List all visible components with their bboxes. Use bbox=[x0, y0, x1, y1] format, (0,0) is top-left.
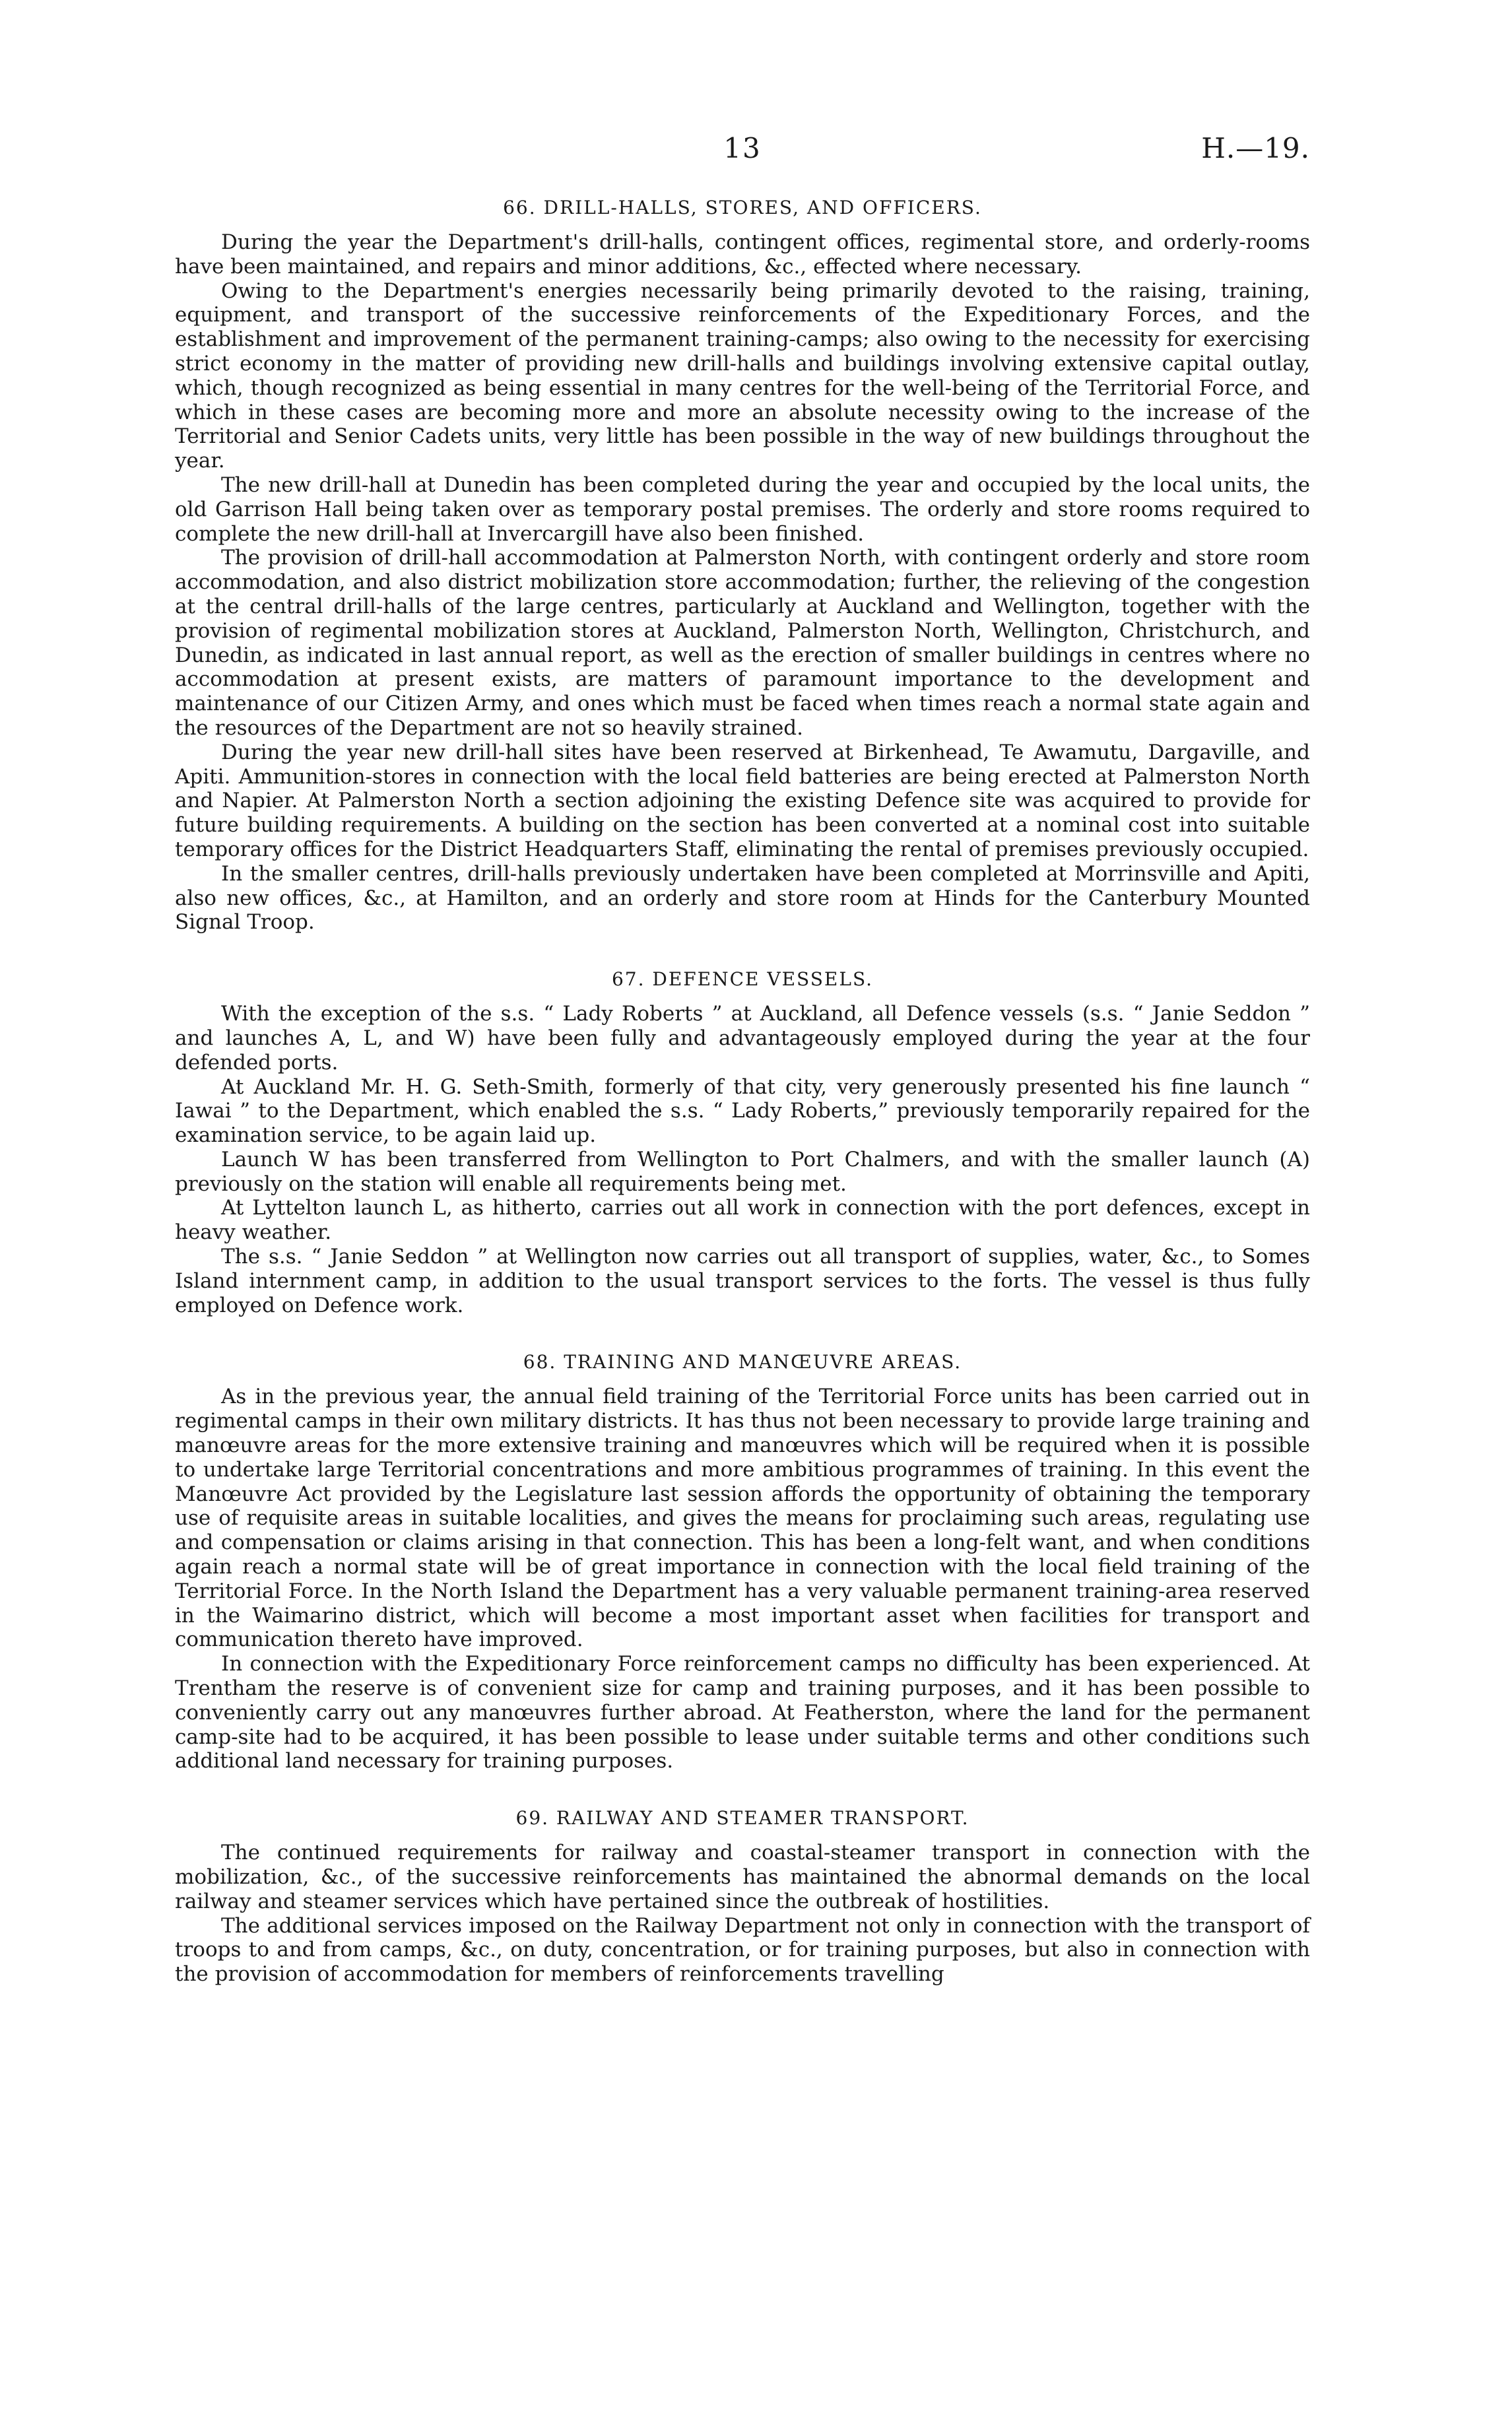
paragraph: At Lyttelton launch L, as hitherto, carries out all work in connection with the port defences, except in heavy weather. bbox=[175, 1196, 1310, 1245]
page-number: 13 bbox=[723, 132, 762, 164]
paragraph: The additional services imposed on the Railway Department not only in connection with the transport of troops to and from camps, &c., on duty, concentration, or for training purposes, but also in connection with the provision of accommodation for members of reinforcements travelling bbox=[175, 1913, 1310, 1987]
section-heading: 69. RAILWAY AND STEAMER TRANSPORT. bbox=[515, 1807, 970, 1830]
paragraph: In connection with the Expeditionary Force reinforcement camps no difficulty has been experienced. At Trentham the reserve is of convenient size for camp and training purposes, and it has been possible to conveniently carry out any manœuvres further abroad. At Featherston, where the land for the permanent camp-site had to be acquired, it has been possible to lease under suitable terms and other conditions such additional land necessary for training purposes. bbox=[175, 1652, 1310, 1773]
paragraph: The provision of drill-hall accommodation at Palmerston North, with contingent orderly and store room accommodation, and also district mobilization store accommodation; further, the relieving of the congestion at the central drill-halls of the large centres, particularly at Auckland and Wellington, together with the provision of regimental mobilization stores at Auckland, Palmerston North, Wellington, Christchurch, and Dunedin, as indicated in last annual report, as well as the erection of smaller buildings in centres where no accommodation at present exists, are matters of paramount importance to the development and maintenance of our Citizen Army, and ones which must be faced when times reach a normal state again and the resources of the Department are not so heavily strained. bbox=[175, 546, 1310, 740]
section-railway-transport bbox=[175, 1805, 1310, 1987]
paragraph: Launch W has been transferred from Wellington to Port Chalmers, and with the smaller launch (A) previously on the station will enable all requirements being met. bbox=[175, 1147, 1310, 1196]
paragraph: At Auckland Mr. H. G. Seth-Smith, formerly of that city, very generously presented his fine launch “ Iawai ” to the Department, which enabled the s.s. “ Lady Roberts,” previously temporarily repaired for the examination service, to be again laid up. bbox=[175, 1074, 1310, 1148]
document-reference: H.—19. bbox=[1201, 132, 1310, 164]
section-heading: 66. DRILL-HALLS, STORES, AND OFFICERS. bbox=[503, 197, 982, 218]
paragraph: With the exception of the s.s. “ Lady Roberts ” at Auckland, all Defence vessels (s.s. “ Janie Seddon ” and launches A, L, and W) have been fully and advantageously employed during the year at the four defended ports. bbox=[175, 1002, 1310, 1074]
paragraph: The s.s. “ Janie Seddon ” at Wellington now carries out all transport of supplies, water, &c., to Somes Island internment camp, in addition to the usual transport services to the forts. The vessel is thus fully employed on Defence work. bbox=[175, 1245, 1310, 1317]
page-header bbox=[175, 132, 1310, 172]
paragraph: In the smaller centres, drill-halls previously undertaken have been completed at Morrinsville and Apiti, also new offices, &c., at Hamilton, and an orderly and store room at Hinds for the Canterbury Mounted Signal Troop. bbox=[175, 861, 1310, 935]
paragraph: As in the previous year, the annual field training of the Territorial Force units has been carried out in regimental camps in their own military districts. It has thus not been necessary to provide large training and manœuvre areas for the more extensive training and manœuvres which will be required when it is possible to undertake large Territorial concentrations and more ambitious programmes of training. In this event the Manœuvre Act provided by the Legislature last session affords the opportunity of obtaining the temporary use of requisite areas in suitable localities, and gives the means for proclaiming such areas, regulating use and compensation or claims arising in that connection. This has been a long-felt want, and when conditions again reach a normal state will be of great importance in connection with the local field training of the Territorial Force. In the North Island the Department has a very valuable permanent training-area reserved in the Waimarino district, which will become a most important asset when facilities for transport and communication thereto have improved. bbox=[175, 1385, 1310, 1652]
section-heading: 67. DEFENCE VESSELS. bbox=[611, 968, 874, 991]
paragraph: During the year the Department's drill-halls, contingent offices, regimental store, and orderly-rooms have been maintained, and repairs and minor additions, &c., effected where necessary. bbox=[175, 230, 1310, 279]
page-body bbox=[175, 195, 1310, 1987]
paragraph: The new drill-hall at Dunedin has been completed during the year and occupied by the local units, the old Garrison Hall being taken over as temporary postal premises. The orderly and store rooms required to complete the new drill-hall at Invercargill have also been finished. bbox=[175, 473, 1310, 546]
section-training-areas bbox=[175, 1349, 1310, 1773]
paragraph: During the year new drill-hall sites have been reserved at Birkenhead, Te Awamutu, Dargaville, and Apiti. Ammunition-stores in connection with the local field batteries are being erected at Palmerston North and Napier. At Palmerston North a section adjoining the existing Defence site was acquired to provide for future building requirements. A building on the section has been converted at a nominal cost into suitable temporary offices for the District Headquarters Staff, eliminating the rental of premises previously occupied. bbox=[175, 740, 1310, 861]
paragraph: The continued requirements for railway and coastal-steamer transport in connection with the mobilization, &c., of the successive reinforcements has maintained the abnormal demands on the local railway and steamer services which have pertained since the outbreak of hostilities. bbox=[175, 1841, 1310, 1913]
paragraph: Owing to the Department's energies necessarily being primarily devoted to the raising, training, equipment, and transport of the successive reinforcements of the Expeditionary Forces, and the establishment and improvement of the permanent training-camps; also owing to the necessity for exercising strict economy in the matter of providing new drill-halls and buildings involving extensive capital outlay, which, though recognized as being essential in many centres for the well-being of the Territorial Force, and which in these cases are becoming more and more an absolute necessity owing to the increase of the Territorial and Senior Cadets units, very little has been possible in the way of new buildings throughout the year. bbox=[175, 279, 1310, 473]
section-drill-halls bbox=[175, 195, 1310, 935]
section-defence-vessels bbox=[175, 966, 1310, 1317]
section-heading: 68. TRAINING AND MANŒUVRE AREAS. bbox=[523, 1351, 962, 1373]
